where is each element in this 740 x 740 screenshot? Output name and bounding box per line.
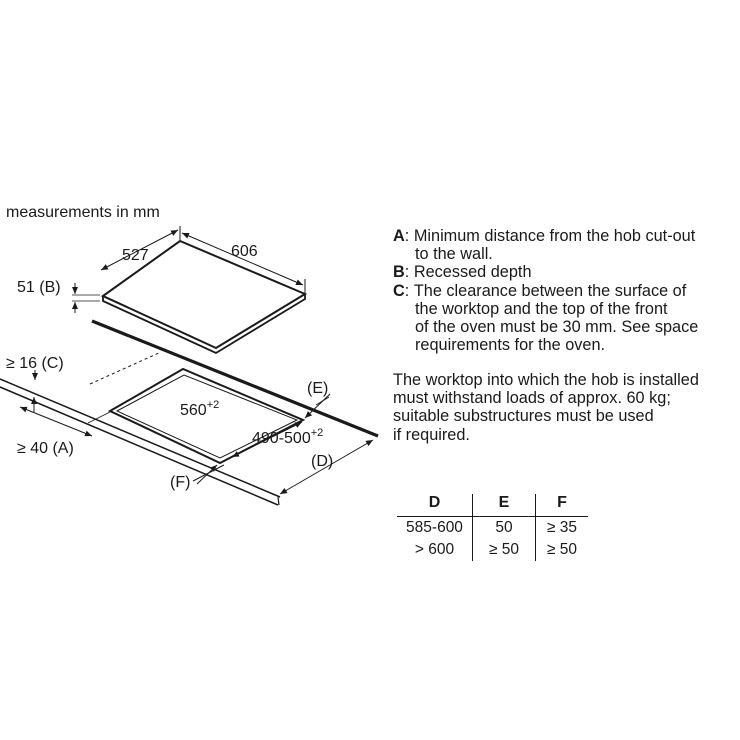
legend-text: the worktop and the top of the front: [415, 299, 668, 318]
label-f: (F): [170, 474, 191, 491]
table-cell: ≥ 35: [536, 517, 589, 540]
legend-text: requirements for the oven.: [415, 336, 606, 355]
dim-560-label: $560^{+2}$: [180, 399, 220, 419]
table-header: F: [536, 494, 589, 517]
dim-527-label: 527: [122, 247, 149, 264]
table-cell: ≥ 50: [536, 539, 589, 561]
units-note: measurements in mm: [6, 204, 160, 221]
table-cell: > 600: [414, 541, 455, 558]
load-note: [393, 371, 733, 444]
legend-text: Recessed depth: [413, 263, 532, 282]
table-cell: 585-600: [397, 517, 473, 540]
legend-text: to the wall.: [415, 245, 493, 264]
dim-40-label: ≥ 40 (A): [17, 440, 74, 457]
dim-16-label: ≥ 16 (C): [6, 355, 64, 372]
table-cell: 50: [473, 517, 536, 540]
legend-item-c: C : The clearance between the surface of: [393, 281, 687, 300]
legend: [393, 227, 733, 354]
legend-text: Minimum distance from the hob cut-out: [413, 227, 696, 245]
note-line: suitable substructures must be used: [393, 407, 654, 426]
label-d: (D): [311, 453, 334, 470]
dim-490-500-label: $490-500^{+2}$: [252, 427, 324, 447]
table-header-row: [397, 494, 588, 517]
table-row: [397, 539, 588, 561]
legend-item-b: B : Recessed depth: [393, 263, 532, 282]
dim-606-label: 606: [231, 243, 258, 260]
legend-text: of the oven must be 30 mm. See space: [415, 318, 699, 337]
legend-key: A: [393, 227, 405, 245]
dim-51-label: 51 (B): [17, 279, 61, 296]
table-cell: ≥ 50: [473, 539, 536, 561]
legend-key: B: [393, 263, 405, 282]
legend-text: The clearance between the surface of: [413, 281, 687, 300]
legend-key: C: [393, 281, 405, 300]
label-e: (E): [307, 380, 329, 397]
table-header: E: [473, 494, 536, 517]
dimension-table: [397, 494, 588, 561]
note-line: must withstand loads of approx. 60 kg;: [393, 389, 671, 408]
legend-item-a: A : Minimum distance from the hob cut-out: [393, 227, 696, 245]
note-line: The worktop into which the hob is installed: [393, 371, 699, 389]
note-line: if required.: [393, 425, 470, 444]
table-row: [397, 517, 588, 540]
dimension-51: [72, 283, 100, 313]
table-header: D: [428, 494, 441, 511]
